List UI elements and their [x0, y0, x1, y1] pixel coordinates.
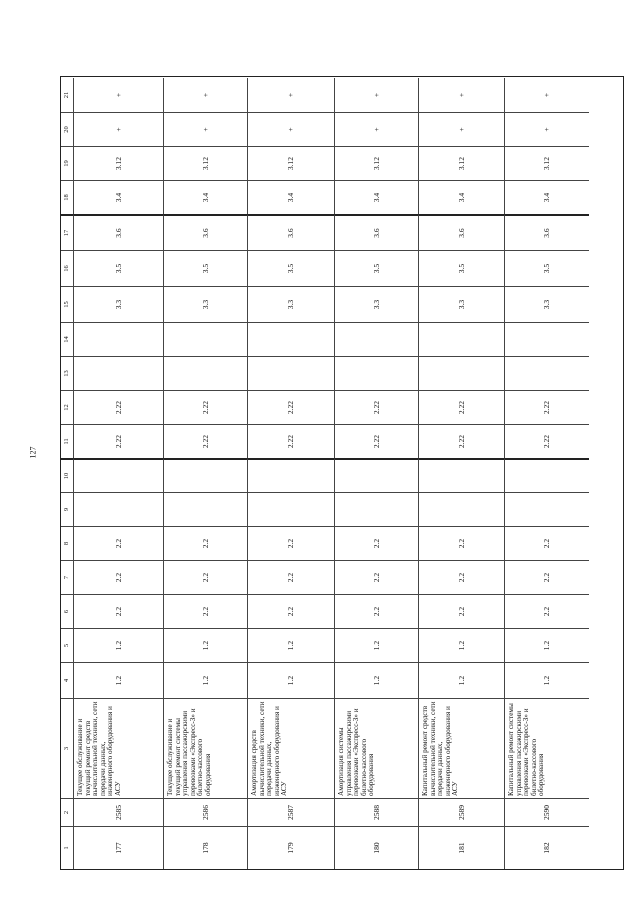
table-cell — [419, 492, 505, 526]
table-cell: 3.4 — [505, 180, 589, 214]
table-cell: 2.22 — [74, 424, 164, 458]
table-cell-code: 2586 — [164, 798, 248, 826]
table-cell-code: 2588 — [335, 798, 419, 826]
cost-table — [60, 76, 624, 870]
table-cell: 2.2 — [248, 526, 335, 560]
table-cell: 2.22 — [335, 390, 419, 424]
table-cell: + — [419, 78, 505, 112]
table-cell-no: 179 — [248, 826, 335, 869]
table-cell: 2.2 — [335, 560, 419, 594]
table-cell: 3.6 — [74, 214, 164, 250]
table-cell: 3.3 — [74, 286, 164, 322]
table-cell-no: 177 — [74, 826, 164, 869]
table-cell: 3.4 — [74, 180, 164, 214]
table-cell: + — [335, 78, 419, 112]
table-cell — [74, 458, 164, 492]
table-cell: 3.3 — [248, 286, 335, 322]
table-cell: 2.2 — [505, 560, 589, 594]
column-header: 9 — [61, 492, 74, 526]
table-cell — [74, 322, 164, 356]
table-cell — [74, 356, 164, 390]
table-cell: 2.2 — [505, 594, 589, 628]
table-cell-name: Текущее обслуживание и текущий ремонт системы управления пассажирскими перевозками «Экспресс-3» и билетно-кассового оборудования — [164, 698, 248, 798]
table-cell — [248, 492, 335, 526]
table-cell: 3.6 — [419, 214, 505, 250]
table-cell: 2.2 — [74, 594, 164, 628]
table-cell: 2.22 — [164, 424, 248, 458]
table-cell: 1.2 — [419, 662, 505, 698]
table-cell — [248, 458, 335, 492]
table-cell: 3.4 — [419, 180, 505, 214]
column-header: 3 — [61, 698, 74, 798]
table-cell: 3.12 — [164, 146, 248, 180]
table-cell: 2.2 — [419, 560, 505, 594]
column-header: 4 — [61, 662, 74, 698]
column-header: 7 — [61, 560, 74, 594]
column-header: 10 — [61, 458, 74, 492]
table-cell — [335, 458, 419, 492]
table-cell: + — [542, 92, 552, 98]
table-cell: 2.22 — [505, 424, 589, 458]
table-cell: 3.12 — [74, 146, 164, 180]
column-header: 15 — [61, 286, 74, 322]
column-header: 6 — [61, 594, 74, 628]
table-cell: 2.22 — [505, 390, 589, 424]
table-cell: + — [419, 112, 505, 146]
table-cell-no: 182 — [505, 826, 589, 869]
table-cell: 3.3 — [335, 286, 419, 322]
column-header: 14 — [61, 322, 74, 356]
table-cell: 2.2 — [248, 560, 335, 594]
table-cell: 3.12 — [248, 146, 335, 180]
table-cell: 1.2 — [164, 662, 248, 698]
table-cell — [335, 322, 419, 356]
table-cell — [419, 356, 505, 390]
column-header: 16 — [61, 250, 74, 286]
table-cell — [505, 458, 589, 492]
column-header: 21 — [61, 78, 74, 112]
table-cell-name: Текущее обслуживание и текущий ремонт средств вычислительной техники, сети передачи данных, инженерного оборудования и АСУ — [74, 698, 164, 798]
table-cell — [505, 492, 589, 526]
column-header: 12 — [61, 390, 74, 424]
table-cell: 2.22 — [419, 390, 505, 424]
table-cell: 1.2 — [164, 628, 248, 662]
table-cell — [164, 322, 248, 356]
table-cell: 1.2 — [335, 662, 419, 698]
page-number: 127 — [28, 446, 38, 459]
table-cell: 1.2 — [248, 628, 335, 662]
table-cell: 3.5 — [419, 250, 505, 286]
table-cell: + — [335, 112, 419, 146]
column-header: 1 — [61, 826, 74, 869]
table-cell: + — [248, 78, 335, 112]
table-cell-no: 181 — [419, 826, 505, 869]
table-cell: 3.4 — [335, 180, 419, 214]
table-cell-name: Амортизация системы управления пассажирскими перевозками «Экспресс-3» и билетно-кассового оборудования — [335, 698, 419, 798]
table-cell: 3.5 — [164, 250, 248, 286]
table-cell: 2.22 — [248, 424, 335, 458]
table-cell-no: 178 — [164, 826, 248, 869]
table-cell: 3.6 — [335, 214, 419, 250]
table-cell-code: 2585 — [74, 798, 164, 826]
table-cell: + — [505, 112, 589, 146]
table-cell: 2.2 — [164, 594, 248, 628]
column-header: 5 — [61, 628, 74, 662]
table-cell: 3.5 — [505, 250, 589, 286]
table-cell-code: 2589 — [419, 798, 505, 826]
table-cell: 2.2 — [335, 594, 419, 628]
table-cell — [164, 458, 248, 492]
table-cell: 3.5 — [335, 250, 419, 286]
column-header: 11 — [61, 424, 74, 458]
table-cell — [248, 356, 335, 390]
table-cell: 3.12 — [335, 146, 419, 180]
table-cell-no: 180 — [335, 826, 419, 869]
table-cell: 2.2 — [419, 526, 505, 560]
table-cell: 2.2 — [419, 594, 505, 628]
column-header: 17 — [61, 214, 74, 250]
table-cell — [248, 322, 335, 356]
table-cell: 1.2 — [74, 628, 164, 662]
table-cell — [419, 458, 505, 492]
table-cell — [74, 492, 164, 526]
table-cell: 3.3 — [164, 286, 248, 322]
table-cell: 2.2 — [74, 526, 164, 560]
table-cell: + — [164, 78, 248, 112]
table-cell: 3.4 — [248, 180, 335, 214]
table-cell: 2.2 — [505, 526, 589, 560]
table-cell: 2.22 — [74, 390, 164, 424]
table-cell: 2.22 — [164, 390, 248, 424]
column-header: 2 — [61, 798, 74, 826]
table-cell: + — [74, 112, 164, 146]
column-header: 20 — [61, 112, 74, 146]
table-cell-name: Амортизация средств вычислительной техники, сети передачи данных, инженерного оборудования и АСУ — [248, 698, 335, 798]
table-cell: 1.2 — [505, 628, 589, 662]
column-header: 18 — [61, 180, 74, 214]
table-cell: 2.2 — [248, 594, 335, 628]
table-cell-name: Капитальный ремонт системы управления пассажирскими перевозками «Экспресс-3» и билетно-кассового оборудования — [505, 698, 589, 798]
table-cell: 2.22 — [419, 424, 505, 458]
table-cell: 3.12 — [505, 146, 589, 180]
table-cell-code: 2587 — [248, 798, 335, 826]
table-cell: + — [248, 112, 335, 146]
table-cell: 1.2 — [335, 628, 419, 662]
table-cell: + — [164, 112, 248, 146]
table-cell: 3.5 — [74, 250, 164, 286]
table-cell: 3.6 — [164, 214, 248, 250]
table-cell: 2.2 — [164, 526, 248, 560]
table-cell: 1.2 — [74, 662, 164, 698]
table-cell: 3.12 — [419, 146, 505, 180]
table-cell — [164, 492, 248, 526]
table-cell: + — [74, 78, 164, 112]
table-cell — [505, 322, 589, 356]
column-header: 8 — [61, 526, 74, 560]
table-cell: 1.2 — [505, 662, 589, 698]
table-cell: 3.6 — [505, 214, 589, 250]
table-cell: 2.2 — [164, 560, 248, 594]
column-header: 19 — [61, 146, 74, 180]
table-cell-code: 2590 — [505, 798, 589, 826]
table-cell: 1.2 — [419, 628, 505, 662]
table-cell-name: Капитальный ремонт средств вычислительной техники, сети передачи данных, инженерного оборудования и АСУ — [419, 698, 505, 798]
table-cell: 3.5 — [248, 250, 335, 286]
table-cell — [164, 356, 248, 390]
table-cell — [505, 356, 589, 390]
table-cell: 3.4 — [164, 180, 248, 214]
table-cell — [419, 322, 505, 356]
table-cell — [335, 356, 419, 390]
table-cell: 2.22 — [248, 390, 335, 424]
table-cell — [335, 492, 419, 526]
column-header: 13 — [61, 356, 74, 390]
table-cell: 3.6 — [248, 214, 335, 250]
table-cell: 1.2 — [248, 662, 335, 698]
table-cell: 2.2 — [335, 526, 419, 560]
table-cell: 2.2 — [74, 560, 164, 594]
table-cell: 3.3 — [419, 286, 505, 322]
table-cell: 3.3 — [505, 286, 589, 322]
table-cell: 2.22 — [335, 424, 419, 458]
